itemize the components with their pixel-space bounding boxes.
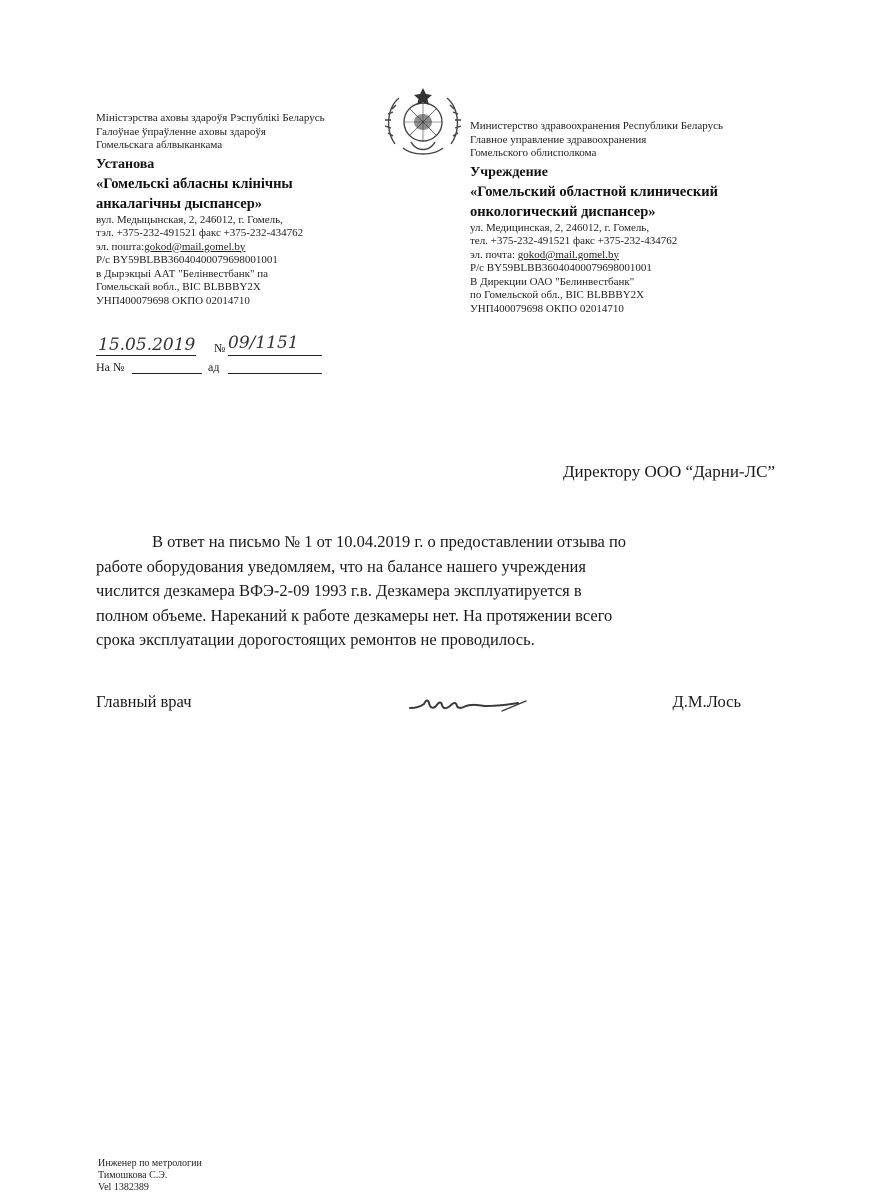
handwritten-signature: [406, 690, 531, 716]
org-name-line1: «Гомельский областной клинический: [470, 183, 718, 200]
header-left-belarusian: [96, 112, 325, 308]
executor-position: Инженер по метрологии: [98, 1158, 202, 1169]
header-right-russian: [470, 120, 723, 316]
outgoing-date: 15.05.2019: [98, 335, 196, 355]
org-name-line1: «Гомельскі абласны клінічны: [96, 175, 293, 192]
org-name-line2: анкалагічны дыспансер»: [96, 195, 263, 212]
phone-fax: тел. +375-232-491521 факс +375-232-434762: [470, 235, 678, 247]
date-underline: [96, 355, 196, 356]
bank-line1: В Дирекции ОАО "Белинвестбанк": [470, 275, 635, 288]
department-name: Главное управление здравоохранения: [470, 133, 647, 146]
body-line: В ответ на письмо № 1 от 10.04.2019 г. о предоставлении отзыва по: [152, 532, 627, 551]
ministry-name: Міністэрства аховы здароўя Рэспублікі Беларусь: [96, 112, 325, 124]
outgoing-number: 09/1151: [228, 333, 299, 353]
registration-ids: УНП400079698 ОКПО 02014710: [96, 294, 250, 307]
letter-body: [96, 530, 796, 653]
belarus-state-emblem-icon: [383, 86, 463, 160]
email-line: [470, 249, 723, 263]
org-type: Учреждение: [470, 164, 548, 180]
executor-name: Тимошкова С.Э.: [98, 1170, 168, 1181]
reply-number-label: На №: [96, 360, 125, 374]
body-line: срока эксплуатации дорогостоящих ремонтов не проводилось.: [96, 630, 535, 649]
org-name-line2: онкологический диспансер»: [470, 203, 656, 220]
ministry-name: Министерство здравоохранения Республики Беларусь: [470, 120, 724, 132]
bank-line2: Гомельскай вобл., BIC BLBBBY2X: [96, 281, 261, 293]
bank-account: Р/с BY59BLBB36040400079698001001: [470, 262, 652, 274]
email-line: [96, 241, 325, 255]
email-label: эл. почта:: [470, 248, 516, 261]
phone-fax: тэл. +375-232-491521 факс +375-232-434762: [96, 227, 304, 239]
department-name: Галоўнае ўпраўленне аховы здароўя: [96, 125, 266, 138]
bank-line1: в Дырэкцыі ААТ "Белінвестбанк" па: [96, 267, 268, 280]
address: ул. Медицинская, 2, 246012, г. Гомель,: [470, 221, 650, 234]
committee-name: Гомельского облисполкома: [470, 147, 597, 159]
bank-line2: по Гомельской обл., BIC BLBBBY2X: [470, 289, 645, 301]
outgoing-reference: [96, 335, 336, 380]
reply-number-underline: [132, 373, 202, 374]
committee-name: Гомельскага аблвыканкама: [96, 139, 223, 151]
signature-block: [96, 692, 741, 722]
org-type: Установа: [96, 156, 155, 172]
addressee: Директору ООО “Дарни-ЛС”: [562, 462, 775, 481]
number-underline: [228, 355, 322, 356]
bank-account: Р/с BY59BLBB36040400079698001001: [96, 254, 278, 266]
body-line: полном объеме. Нареканий к работе дезкамеры нет. На протяжении всего: [96, 605, 613, 625]
reply-date-underline: [228, 373, 322, 374]
email-link[interactable]: gokod@mail.gomel.by: [144, 240, 246, 253]
body-line: числится дезкамера ВФЭ-2-09 1993 г.в. Дезкамера эксплуатируется в: [96, 581, 582, 600]
email-label: эл. пошта:: [96, 240, 145, 253]
executor-phone: Vel 1382389: [98, 1182, 149, 1193]
reply-from-label: ад: [208, 360, 220, 374]
number-label: №: [214, 341, 226, 355]
email-link[interactable]: gokod@mail.gomel.by: [517, 248, 619, 261]
executor-footer: [98, 1158, 202, 1194]
body-line: работе оборудования уведомляем, что на балансе нашего учреждения: [96, 556, 586, 576]
signatory-name: Д.М.Лось: [672, 692, 741, 711]
registration-ids: УНП400079698 ОКПО 02014710: [470, 302, 624, 315]
signatory-title: Главный врач: [96, 692, 192, 711]
address: вул. Медыцынская, 2, 246012, г. Гомель,: [96, 213, 283, 226]
